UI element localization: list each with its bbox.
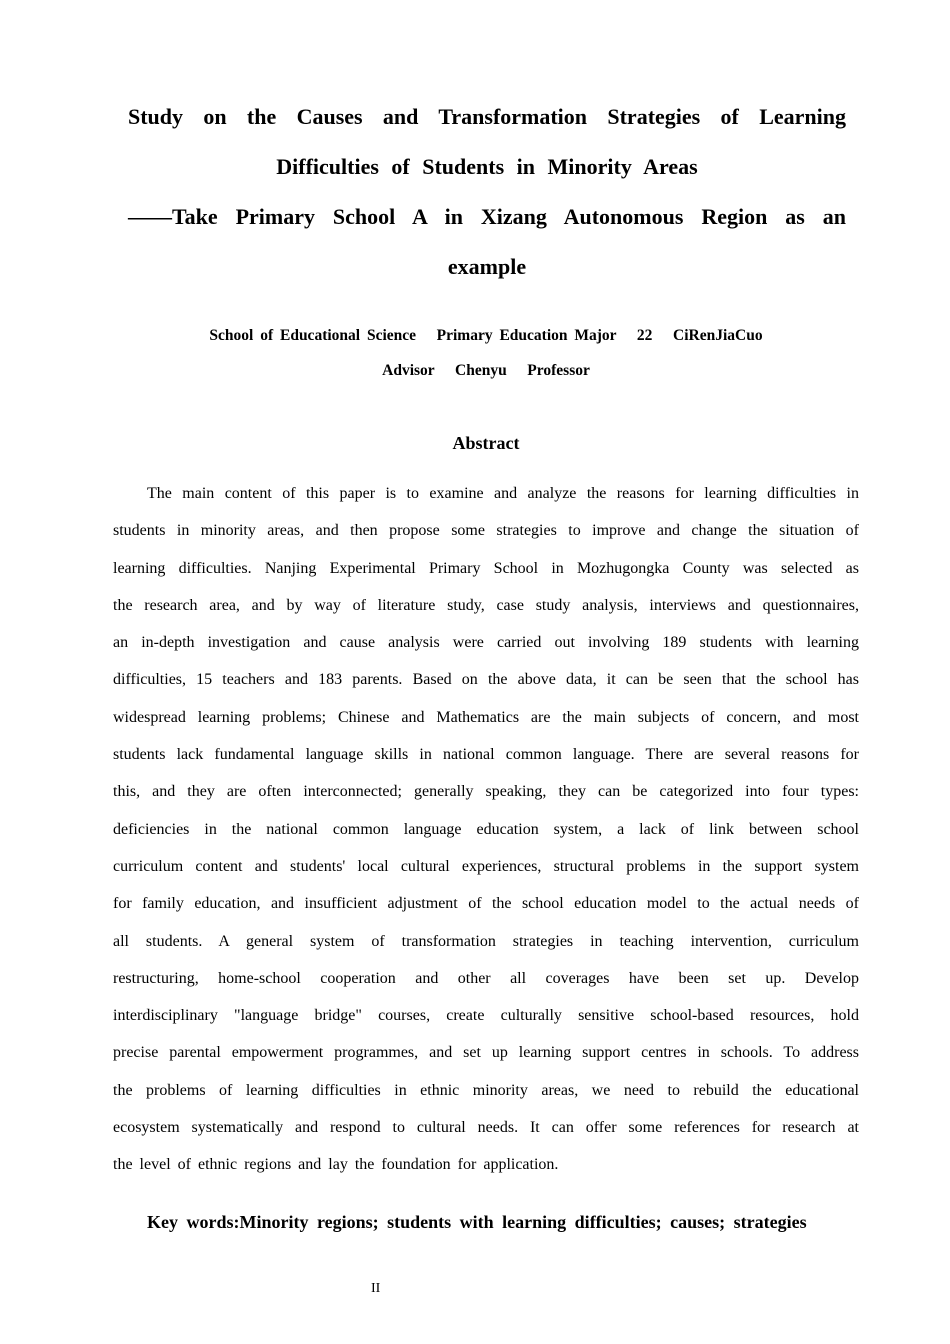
- paper-title: [128, 92, 846, 292]
- abstract-line: widespread learning problems; Chinese and Mathematics are the main subjects of concern, and most: [113, 708, 859, 726]
- page-number: II: [371, 1281, 381, 1296]
- keywords-label: Key words:: [147, 1212, 240, 1232]
- abstract-heading: Abstract: [452, 433, 520, 453]
- subtitle-line-2: example: [447, 254, 527, 279]
- abstract-line: the problems of learning difficulties in ethnic minority areas, we need to rebuild the educational: [113, 1081, 859, 1099]
- advisor-line: Advisor Chenyu Professor: [382, 362, 590, 379]
- title-line-1: Study on the Causes and Transformation Strategies of Learning: [128, 104, 846, 129]
- abstract-line: an in-depth investigation and cause analysis were carried out involving 189 students with learning: [113, 634, 859, 652]
- abstract-body: [113, 475, 859, 1184]
- abstract-line: restructuring, home-school cooperation and other all coverages have been set up. Develop: [113, 969, 859, 987]
- abstract-line: students in minority areas, and then propose some strategies to improve and change the situation of: [113, 522, 859, 540]
- keywords-text: Minority regions; students with learning difficulties; causes; strategies: [239, 1212, 807, 1232]
- abstract-line: learning difficulties. Nanjing Experimental Primary School in Mozhugongka County was selected as: [113, 559, 859, 577]
- abstract-line: all students. A general system of transformation strategies in teaching intervention, curriculum: [113, 932, 859, 950]
- abstract-line: The main content of this paper is to examine and analyze the reasons for learning difficulties in: [147, 485, 859, 502]
- abstract-line: students lack fundamental language skills in national common language. There are several reasons for: [113, 746, 859, 764]
- keywords: [147, 1212, 807, 1233]
- abstract-line: precise parental empowerment programmes, and set up learning support centres in schools. To address: [113, 1044, 859, 1062]
- abstract-line: deficiencies in the national common language education system, a lack of link between school: [113, 820, 859, 838]
- abstract-line: curriculum content and students' local cultural experiences, structural problems in the support system: [113, 857, 859, 875]
- abstract-line: ecosystem systematically and respond to cultural needs. It can offer some references for research at: [113, 1119, 859, 1137]
- abstract-line: interdisciplinary "language bridge" courses, create culturally sensitive school-based resources, hold: [113, 1007, 859, 1025]
- author-affiliation: School of Educational Science Primary Education Major 22 CiRenJiaCuo: [209, 327, 763, 344]
- subtitle-line-1: ——Take Primary School A in Xizang Autonomous Region as an: [128, 204, 846, 229]
- abstract-line: for family education, and insufficient adjustment of the school education model to the actual needs of: [113, 895, 859, 913]
- abstract-line: this, and they are often interconnected; generally speaking, they can be categorized into four types:: [113, 783, 859, 801]
- abstract-line: the research area, and by way of literature study, case study analysis, interviews and questionnaires,: [113, 596, 859, 614]
- abstract-line: difficulties, 15 teachers and 183 parents. Based on the above data, it can be seen that the school has: [113, 671, 859, 689]
- abstract-line: the level of ethnic regions and lay the foundation for application.: [113, 1156, 559, 1174]
- title-line-2: Difficulties of Students in Minority Areas: [276, 154, 698, 179]
